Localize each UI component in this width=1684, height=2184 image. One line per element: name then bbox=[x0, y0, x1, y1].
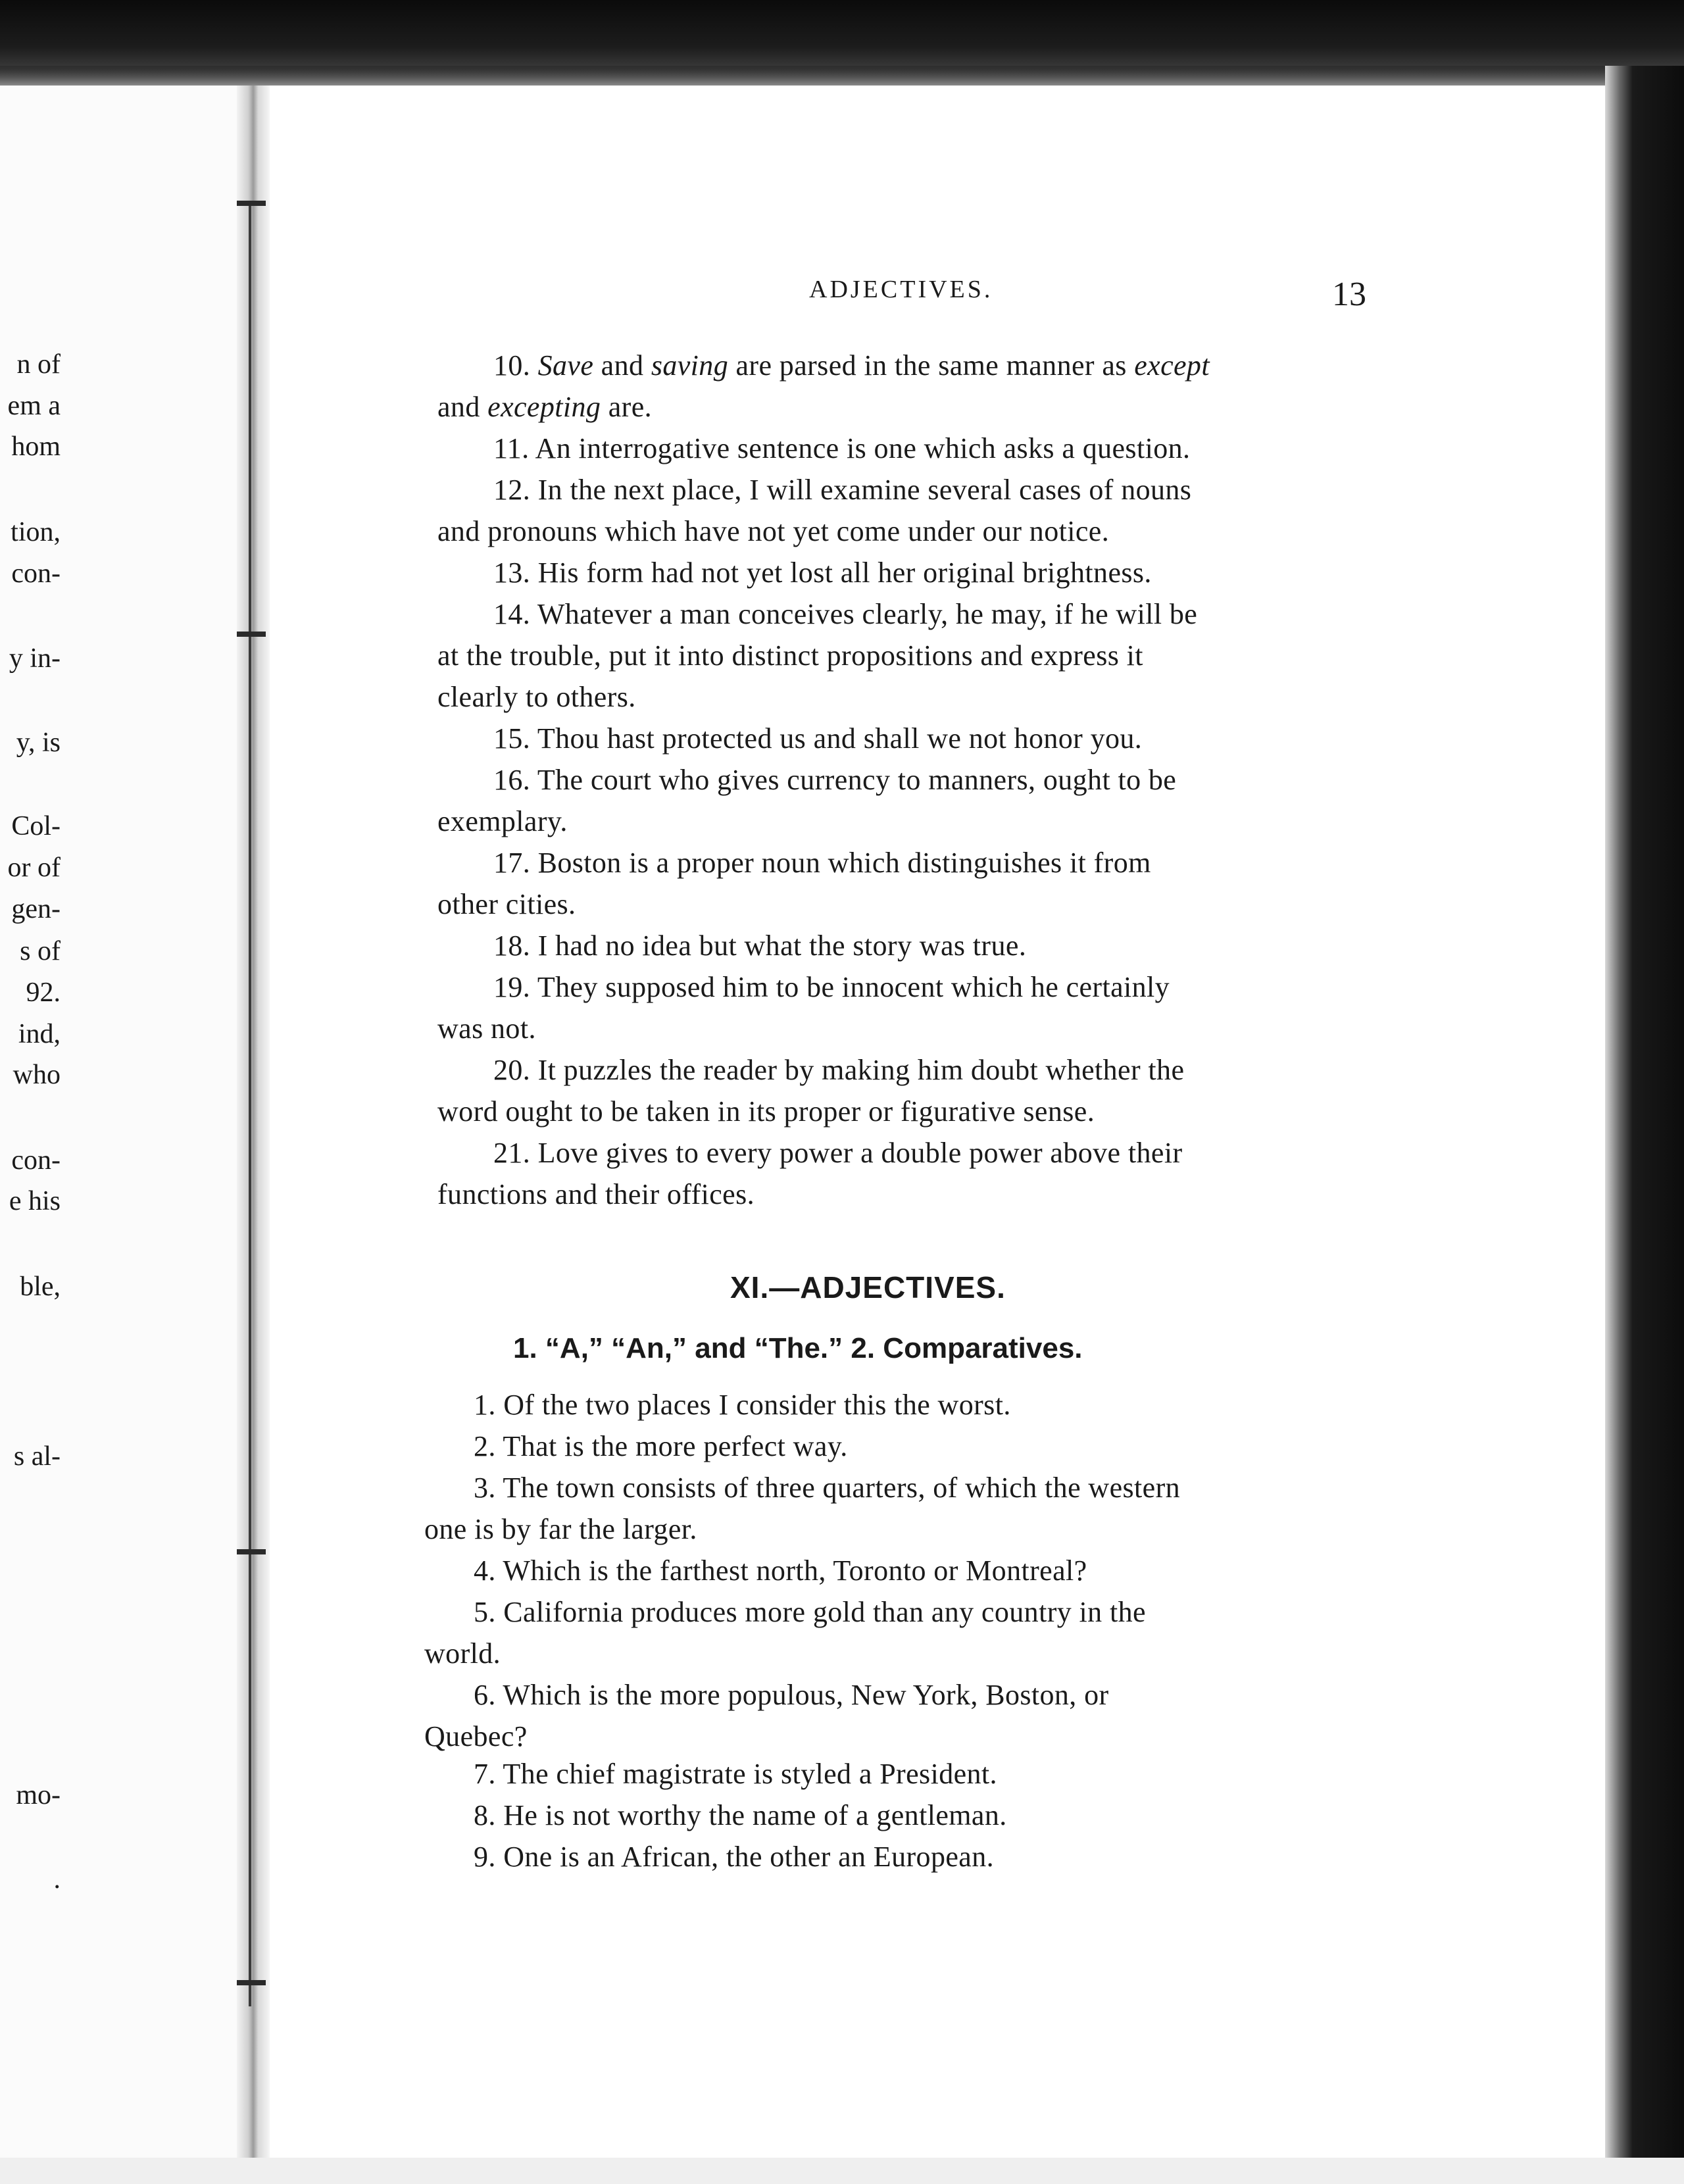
exercise-line bbox=[493, 556, 1152, 589]
exercise-text: Whatever a man conceives clearly, he may, if he will be bbox=[537, 598, 1198, 630]
exercise-text: They supposed him to be innocent which he certainly bbox=[537, 971, 1170, 1003]
exercise-line bbox=[493, 1053, 1184, 1087]
exercise-line bbox=[474, 1678, 1109, 1712]
exercise-number: 3. bbox=[474, 1472, 503, 1504]
exercise-line bbox=[493, 929, 1026, 962]
exercise-line bbox=[474, 1554, 1087, 1587]
left-page-fragment: hom bbox=[11, 432, 61, 462]
exercise-line bbox=[424, 1637, 501, 1670]
exercise-number: 5. bbox=[474, 1596, 504, 1628]
binding-stitch bbox=[237, 1549, 266, 1554]
italic-term: Save bbox=[537, 349, 594, 382]
exercise-text: are parsed in the same manner as bbox=[728, 349, 1135, 382]
exercise-text: He is not worthy the name of a gentleman. bbox=[503, 1799, 1007, 1831]
italic-term: saving bbox=[651, 349, 729, 382]
exercise-line bbox=[437, 887, 576, 921]
left-page-fragment: con- bbox=[11, 558, 61, 589]
left-page-fragment: s al- bbox=[13, 1441, 61, 1472]
exercise-text: was not. bbox=[437, 1012, 536, 1045]
italic-term: except bbox=[1134, 349, 1210, 382]
exercise-text: functions and their offices. bbox=[437, 1178, 755, 1210]
exercise-text: at the trouble, put it into distinct propositions and express it bbox=[437, 639, 1143, 672]
left-page-fragment: ble, bbox=[20, 1272, 61, 1302]
left-page-fragment: y in- bbox=[9, 643, 61, 674]
exercise-text: That is the more perfect way. bbox=[503, 1430, 848, 1462]
exercise-text: Thou hast protected us and shall we not honor you. bbox=[537, 722, 1143, 755]
exercise-text: In the next place, I will examine several cases of nouns bbox=[537, 474, 1192, 506]
exercise-line bbox=[437, 639, 1143, 672]
exercise-line bbox=[437, 1178, 755, 1211]
left-page-fragment: Col- bbox=[11, 811, 61, 841]
left-page-fragment: em a bbox=[7, 391, 61, 421]
exercise-text: California produces more gold than any country in the bbox=[503, 1596, 1146, 1628]
exercise-line bbox=[493, 349, 1210, 382]
exercise-line bbox=[474, 1799, 1007, 1832]
exercise-number: 16. bbox=[493, 764, 537, 796]
exercise-number: 11. bbox=[493, 432, 535, 464]
exercise-line bbox=[493, 970, 1170, 1004]
running-head: ADJECTIVES. bbox=[809, 276, 993, 303]
exercise-number: 1. bbox=[474, 1389, 504, 1421]
exercise-line bbox=[474, 1429, 848, 1463]
exercise-line bbox=[474, 1471, 1180, 1504]
exercise-text: word ought to be taken in its proper or figurative sense. bbox=[437, 1095, 1095, 1128]
left-page-fragment: tion, bbox=[11, 517, 61, 547]
left-page-fragment: con- bbox=[11, 1145, 61, 1176]
left-page-fragment: gen- bbox=[11, 894, 61, 924]
exercise-line bbox=[493, 722, 1142, 755]
exercise-text: It puzzles the reader by making him doubt whether the bbox=[537, 1054, 1185, 1086]
exercise-line bbox=[474, 1757, 997, 1791]
left-page-fragment: who bbox=[12, 1060, 61, 1090]
exercise-line bbox=[474, 1595, 1146, 1629]
exercise-number: 21. bbox=[493, 1137, 538, 1169]
exercise-line bbox=[437, 390, 652, 424]
exercise-text: The court who gives currency to manners, ought to be bbox=[537, 764, 1177, 796]
left-page-fragment: n of bbox=[16, 349, 61, 380]
exercise-number: 8. bbox=[474, 1799, 504, 1831]
exercise-text: His form had not yet lost all her original brightness. bbox=[537, 557, 1152, 589]
exercise-text: I had no idea but what the story was true. bbox=[537, 930, 1027, 962]
italic-term: excepting bbox=[487, 391, 601, 423]
left-page-fragment: 92. bbox=[26, 978, 61, 1008]
exercise-line bbox=[437, 805, 568, 838]
exercise-text: world. bbox=[424, 1637, 501, 1670]
exercise-line bbox=[424, 1720, 528, 1753]
exercise-line bbox=[493, 846, 1151, 880]
exercise-text: are. bbox=[601, 391, 653, 423]
exercise-line bbox=[493, 597, 1197, 631]
book-cover-edge bbox=[1605, 66, 1684, 2184]
left-page-fragment: or of bbox=[7, 853, 61, 883]
exercise-number: 18. bbox=[493, 930, 538, 962]
exercise-text: Love gives to every power a double power above their bbox=[537, 1137, 1183, 1169]
exercise-text: Which is the more populous, New York, Boston, or bbox=[503, 1679, 1109, 1711]
exercise-text: Boston is a proper noun which distinguishes it from bbox=[537, 847, 1151, 879]
exercise-line bbox=[493, 473, 1191, 507]
exercise-text: An interrogative sentence is one which asks a question. bbox=[535, 432, 1191, 464]
exercise-number: 14. bbox=[493, 598, 537, 630]
exercise-line bbox=[493, 1136, 1183, 1170]
exercise-text: Quebec? bbox=[424, 1720, 528, 1752]
exercise-text: One is an African, the other an European. bbox=[503, 1841, 994, 1873]
exercise-number: 20. bbox=[493, 1054, 538, 1086]
binding-stitch bbox=[237, 1980, 266, 1985]
exercise-number: 12. bbox=[493, 474, 538, 506]
exercise-number: 13. bbox=[493, 557, 538, 589]
page-number: 13 bbox=[1332, 276, 1366, 313]
exercise-number: 2. bbox=[474, 1430, 503, 1462]
exercise-line bbox=[474, 1840, 994, 1874]
section-subtitle: 1. “A,” “An,” and “The.” 2. Comparatives. bbox=[513, 1332, 1083, 1364]
section-title: XI.—ADJECTIVES. bbox=[730, 1270, 1006, 1304]
binding-stitch bbox=[237, 201, 266, 206]
exercise-text: Of the two places I consider this the worst. bbox=[503, 1389, 1011, 1421]
exercise-line bbox=[437, 1012, 536, 1045]
exercise-text: The chief magistrate is styled a President. bbox=[503, 1758, 997, 1790]
left-page-fragment: e his bbox=[9, 1186, 61, 1216]
exercise-number: 6. bbox=[474, 1679, 503, 1711]
exercise-text: clearly to others. bbox=[437, 681, 636, 713]
exercise-number: 15. bbox=[493, 722, 537, 755]
exercise-line bbox=[493, 432, 1190, 465]
exercise-number: 9. bbox=[474, 1841, 504, 1873]
exercise-line bbox=[424, 1512, 697, 1546]
exercise-text: Which is the farthest north, Toronto or Montreal? bbox=[503, 1554, 1087, 1587]
left-page-fragment: y, is bbox=[16, 728, 61, 758]
exercise-text: exemplary. bbox=[437, 805, 568, 837]
exercise-number: 4. bbox=[474, 1554, 503, 1587]
left-page-fragment: mo- bbox=[16, 1780, 61, 1810]
exercise-text: other cities. bbox=[437, 888, 576, 920]
exercise-text: The town consists of three quarters, of which the western bbox=[503, 1472, 1181, 1504]
book-gutter bbox=[237, 86, 270, 2158]
exercise-line bbox=[493, 763, 1176, 797]
left-page-fragment: s of bbox=[20, 936, 61, 966]
gutter-binding-line bbox=[249, 204, 251, 2006]
exercise-line bbox=[437, 514, 1109, 548]
left-page-fragment: ind, bbox=[18, 1019, 61, 1049]
exercise-text: and pronouns which have not yet come under our notice. bbox=[437, 515, 1110, 547]
exercise-number: 10. bbox=[493, 349, 538, 382]
exercise-number: 7. bbox=[474, 1758, 503, 1790]
exercise-line bbox=[437, 1095, 1095, 1128]
exercise-line bbox=[437, 680, 636, 714]
exercise-text: one is by far the larger. bbox=[424, 1513, 697, 1545]
exercise-line bbox=[474, 1388, 1011, 1422]
exercise-text: and bbox=[593, 349, 651, 382]
exercise-number: 17. bbox=[493, 847, 538, 879]
scan-top-edge bbox=[0, 0, 1684, 86]
left-page-fragment: . bbox=[53, 1864, 61, 1895]
scan-bottom-edge bbox=[0, 2158, 1684, 2184]
binding-stitch bbox=[237, 632, 266, 637]
exercise-text: and bbox=[437, 391, 488, 423]
exercise-number: 19. bbox=[493, 971, 537, 1003]
